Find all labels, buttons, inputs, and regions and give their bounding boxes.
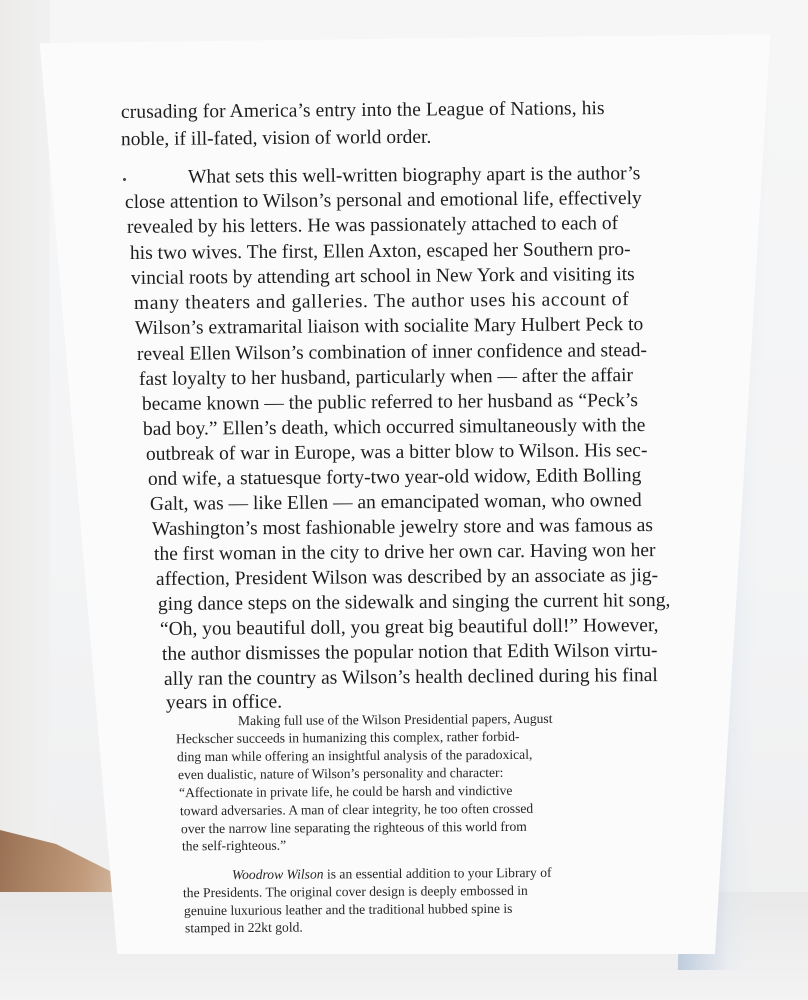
summary-line: Making full use of the Wilson Presidential papers, August xyxy=(237,710,553,729)
body-line: Galt, was — like Ellen — an emancipated woman, who owned xyxy=(149,490,642,515)
body-line: the first woman in the city to drive her own car. Having won her xyxy=(153,540,656,565)
summary-line: Heckscher succeeds in humanizing this complex, rather forbid- xyxy=(175,728,520,747)
body-line: Wilson’s extramarital liaison with socialite Mary Hulbert Peck to xyxy=(134,314,644,339)
body-line: What sets this well-written biography apart is the author’s xyxy=(187,163,641,188)
body-line: his two wives. The first, Ellen Axton, escaped her Southern pro- xyxy=(129,239,631,264)
body-line: Washington’s most fashionable jewelry store and was famous as xyxy=(151,515,654,540)
body-line: fast loyalty to her husband, particularly when — after the affair xyxy=(138,365,634,390)
summary-line: over the narrow line separating the righteous of this world from xyxy=(180,818,527,837)
body-line: years in office. xyxy=(165,691,283,714)
body-line: outbreak of war in Europe, was a bitter blow to Wilson. His sec- xyxy=(145,440,648,465)
closing-line xyxy=(232,865,552,883)
body-line: ging dance steps on the sidewalk and singing the current hit song, xyxy=(157,589,671,616)
body-line: many theaters and galleries. The author uses his account of xyxy=(133,289,630,314)
body-line: the author dismisses the popular notion that Edith Wilson virtu- xyxy=(161,640,658,665)
summary-line: ding man while offering an insightful analysis of the paradoxical, xyxy=(176,746,533,765)
ink-speck xyxy=(123,178,126,181)
summary-line: “Affectionate in private life, he could be harsh and vindictive xyxy=(178,782,513,801)
closing-text: is an essential addition to your Library of xyxy=(323,864,552,882)
body-line: close attention to Wilson’s personal and emotional life, effectively xyxy=(124,187,642,214)
body-line: affection, President Wilson was described by an associate as jig- xyxy=(155,565,659,590)
closing-line: stamped in 22kt gold. xyxy=(184,919,303,936)
body-line: bad boy.” Ellen’s death, which occurred simultaneously with the xyxy=(142,415,646,440)
body-line: became known — the public referred to her husband as “Peck’s xyxy=(141,390,639,415)
body-line: vincial roots by attending art school in New York and visiting its xyxy=(130,264,635,289)
body-line: ond wife, a statuesque forty-two year-old widow, Edith Bolling xyxy=(147,465,642,490)
closing-line: the Presidents. The original cover design is deeply embossed in xyxy=(182,882,528,901)
closing-line: genuine luxurious leather and the traditional hubbed spine is xyxy=(183,900,513,919)
summary-line: the self-righteous.” xyxy=(181,837,287,854)
body-line: reveal Ellen Wilson’s combination of inner confidence and stead- xyxy=(136,339,648,366)
body-line: revealed by his letters. He was passionately attached to each of xyxy=(126,213,619,238)
summary-line: even dualistic, nature of Wilson’s personality and character: xyxy=(177,764,504,783)
body-line: ally ran the country as Wilson’s health declined during his final xyxy=(163,665,658,690)
book-title: Woodrow Wilson xyxy=(231,866,324,883)
body-line: noble, if ill-fated, vision of world order. xyxy=(120,126,432,151)
summary-line: toward adversaries. A man of clear integrity, he too often crossed xyxy=(179,800,534,819)
body-line: crusading for America’s entry into the League of Nations, his xyxy=(120,98,605,123)
body-line: “Oh, you beautiful doll, you great big beautiful doll!” However, xyxy=(159,615,659,640)
